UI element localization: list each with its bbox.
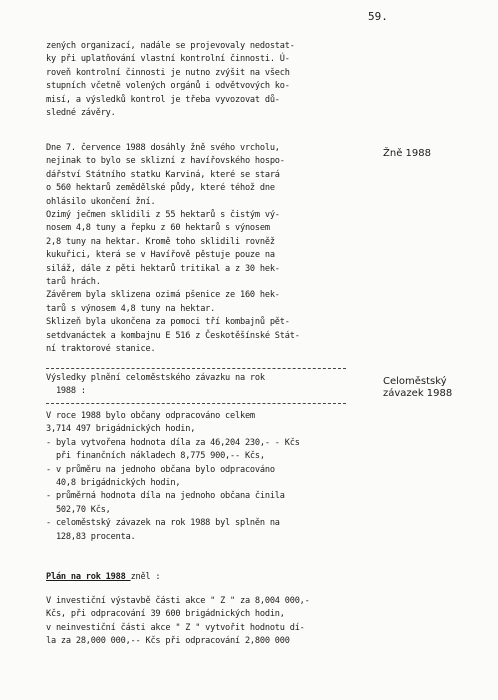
paragraph-harvest-1988: Dne 7. července 1988 dosáhly žně svého vrcholu, nejinak to bylo se sklizní z havířovského hospo- dářství Státního statku Karviná, které se stará o 560 hektarů zemědělské půdy, které téhož dne ohlásilo ukončení žní. Ozimý ječmen sklidili z 55 hektarů s čistým vý- nosem 4,8 tuny a řepku z 60 hektarů s výnosem 2,8 tuny na hektar. Kromě toho sklidili rovněž kukuřici, která se v Havířově pěstuje pouze na siláž, dále z pěti hektarů tritikal a z 30 hek- tarů hrách. Závěrem byla sklizena ozimá pšenice ze 160 hek- tarů s výnosem 4,8 tuny na hektar. Sklizeň byla ukončena za pomoci tří kombajnů pět- setdvanáctek a kombajnu E 516 z Českotěšínské Stát- ní traktorové stanice. xyxy=(46,143,300,355)
list-commitment-results: V roce 1988 bylo občany odpracováno celkem 3,714 497 brigádnických hodin, - byla vytvořena hodnota díla za 46,204 230,- - Kčs při finančních nákladech 8,775 900,-- Kčs, - v průměru na jednoho občana bylo odpracováno 40,8 brigádnických hodin, - průměrná hodnota díla na jednoho občana činila 502,70 Kčs, - celoměstský závazek na rok 1988 byl splněn na 128,83 procenta. xyxy=(46,411,300,542)
paragraph-control-activity: zených organizací, nadále se projevovaly nedostat- ky při uplatňování vlastní kontrolní činnosti. Ú- roveň kontrolní činnosti je nutno zvýšit na všech stupních včetně volených orgánů i odvětvových ko- misí, a výsledků kontrol je třeba vyvozovat dů- sledné závěry. xyxy=(46,41,295,119)
margin-note-harvest: Žně 1988 xyxy=(383,148,431,159)
page-number: 59. xyxy=(368,10,388,23)
dashed-rule-top xyxy=(46,368,346,369)
heading-plan-tail: zněl : xyxy=(130,572,161,582)
dashed-rule-bottom xyxy=(46,403,346,404)
heading-plan-1988 xyxy=(46,571,378,584)
heading-plan-underlined: Plán na rok 1988 xyxy=(46,572,131,582)
paragraph-plan-details: V investiční výstavbě části akce " Z " za 8,004 000,- Kčs, při odpracování 39 600 brigádnických hodin, v neinvestiční části akce " Z " vytvořit hodnotu dí- la za 28,000 000,-- Kčs při odpracování 2,800 000 xyxy=(46,596,310,647)
margin-note-commitment: Celoměstský závazek 1988 xyxy=(383,376,453,399)
heading-commitment-results: Výsledky plnění celoměstského závazku na rok 1988 : xyxy=(46,373,265,397)
